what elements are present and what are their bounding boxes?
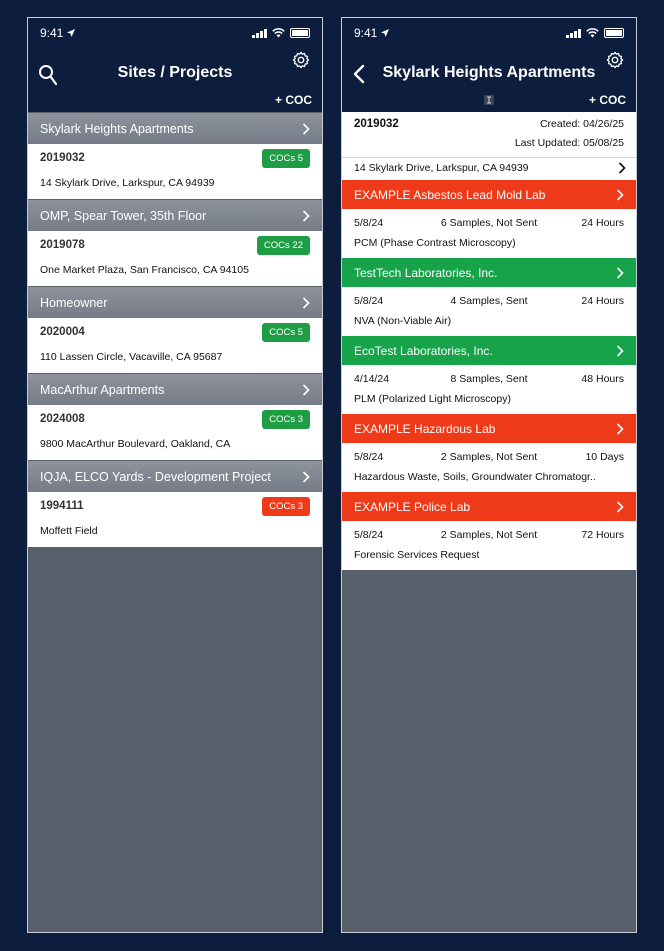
chevron-right-icon bbox=[616, 501, 624, 513]
coc-card[interactable] bbox=[342, 443, 636, 492]
coc-count-badge[interactable]: COCs 5 bbox=[262, 323, 310, 342]
coc-list bbox=[342, 180, 636, 570]
coc-card[interactable] bbox=[342, 209, 636, 258]
project-number: 2019032 bbox=[40, 152, 85, 164]
coc-method: Hazardous Waste, Soils, Groundwater Chromatogr.. bbox=[354, 471, 596, 483]
lab-header[interactable] bbox=[342, 414, 636, 443]
sites-projects-screen bbox=[27, 17, 323, 933]
project-detail-screen bbox=[341, 17, 637, 933]
lab-header[interactable] bbox=[342, 336, 636, 365]
site-card[interactable] bbox=[28, 144, 322, 199]
page-title: Sites / Projects bbox=[117, 64, 233, 81]
chevron-right-icon bbox=[616, 189, 624, 201]
coc-card[interactable] bbox=[342, 365, 636, 414]
site-header[interactable] bbox=[28, 199, 322, 231]
nav-bar bbox=[342, 48, 636, 112]
coc-samples-status: 8 Samples, Sent bbox=[450, 373, 528, 385]
project-number: 2019078 bbox=[40, 239, 85, 251]
wifi-icon bbox=[586, 28, 599, 38]
location-arrow-icon bbox=[67, 29, 75, 37]
site-header[interactable] bbox=[28, 460, 322, 492]
status-bar bbox=[28, 18, 322, 48]
add-coc-button[interactable]: + COC bbox=[274, 93, 312, 107]
coc-turnaround: 24 Hours bbox=[581, 217, 624, 229]
chevron-right-icon bbox=[616, 345, 624, 357]
coc-samples-status: 6 Samples, Not Sent bbox=[440, 217, 538, 229]
coc-samples-status: 4 Samples, Sent bbox=[450, 295, 528, 307]
coc-date: 5/8/24 bbox=[354, 529, 384, 541]
project-info-card bbox=[342, 112, 636, 180]
status-icons bbox=[566, 28, 624, 38]
coc-card[interactable] bbox=[342, 521, 636, 570]
coc-count-badge[interactable]: COCs 22 bbox=[257, 236, 310, 255]
battery-icon bbox=[604, 28, 624, 38]
coc-count-badge[interactable]: COCs 3 bbox=[262, 410, 310, 429]
site-name: Skylark Heights Apartments bbox=[40, 121, 194, 136]
site-address: 14 Skylark Drive, Larkspur, CA 94939 bbox=[40, 177, 215, 189]
site-address: Moffett Field bbox=[40, 525, 98, 537]
site-name: Homeowner bbox=[40, 295, 108, 310]
created-date: Created: 04/26/25 bbox=[539, 118, 624, 130]
coc-samples-status: 2 Samples, Not Sent bbox=[440, 451, 538, 463]
page-title: Skylark Heights Apartments bbox=[382, 64, 596, 81]
chevron-right-icon bbox=[302, 210, 310, 222]
project-address[interactable]: 14 Skylark Drive, Larkspur, CA 94939 bbox=[354, 162, 529, 174]
status-time: 9:41 bbox=[354, 26, 378, 40]
nav-bar bbox=[28, 48, 322, 112]
lab-name: EXAMPLE Hazardous Lab bbox=[354, 421, 496, 436]
lab-name: EXAMPLE Asbestos Lead Mold Lab bbox=[354, 187, 546, 202]
status-time: 9:41 bbox=[40, 26, 64, 40]
site-card[interactable] bbox=[28, 318, 322, 373]
lab-header[interactable] bbox=[342, 180, 636, 209]
chevron-right-icon bbox=[302, 123, 310, 135]
site-card[interactable] bbox=[28, 405, 322, 460]
location-arrow-icon bbox=[381, 29, 389, 37]
coc-method: Forensic Services Request bbox=[354, 549, 480, 561]
coc-count-badge[interactable]: COCs 3 bbox=[262, 497, 310, 516]
site-header[interactable] bbox=[28, 373, 322, 405]
lab-header[interactable] bbox=[342, 258, 636, 287]
site-name: OMP, Spear Tower, 35th Floor bbox=[40, 208, 207, 223]
coc-turnaround: 24 Hours bbox=[581, 295, 624, 307]
coc-turnaround: 72 Hours bbox=[581, 529, 624, 541]
coc-samples-status: 2 Samples, Not Sent bbox=[440, 529, 538, 541]
site-address: 9800 MacArthur Boulevard, Oakland, CA bbox=[40, 438, 231, 450]
site-address: 110 Lassen Circle, Vacaville, CA 95687 bbox=[40, 351, 223, 363]
coc-method: PCM (Phase Contrast Microscopy) bbox=[354, 237, 516, 249]
status-time-group bbox=[40, 26, 75, 40]
status-bar bbox=[342, 18, 636, 48]
coc-card[interactable] bbox=[342, 287, 636, 336]
coc-method: NVA (Non-Viable Air) bbox=[354, 315, 452, 327]
coc-date: 5/8/24 bbox=[354, 217, 384, 229]
coc-date: 4/14/24 bbox=[354, 373, 390, 385]
project-number: 1994111 bbox=[40, 500, 84, 512]
lab-name: EXAMPLE Police Lab bbox=[354, 499, 471, 514]
site-card[interactable] bbox=[28, 492, 322, 547]
divider bbox=[342, 157, 636, 158]
site-header[interactable] bbox=[28, 112, 322, 144]
chevron-right-icon bbox=[616, 267, 624, 279]
chevron-right-icon bbox=[616, 423, 624, 435]
lab-name: TestTech Laboratories, Inc. bbox=[354, 265, 498, 280]
cursor-icon bbox=[484, 95, 494, 105]
wifi-icon bbox=[272, 28, 285, 38]
site-card[interactable] bbox=[28, 231, 322, 286]
coc-method: PLM (Polarized Light Microscopy) bbox=[354, 393, 511, 405]
status-time-group bbox=[354, 26, 389, 40]
chevron-right-icon bbox=[302, 471, 310, 483]
site-address: One Market Plaza, San Francisco, CA 94105 bbox=[40, 264, 249, 276]
coc-date: 5/8/24 bbox=[354, 451, 384, 463]
lab-name: EcoTest Laboratories, Inc. bbox=[354, 343, 493, 358]
gear-icon[interactable] bbox=[606, 51, 624, 69]
cellular-signal-icon bbox=[566, 28, 581, 38]
site-name: MacArthur Apartments bbox=[40, 382, 165, 397]
lab-header[interactable] bbox=[342, 492, 636, 521]
project-number: 2024008 bbox=[40, 413, 85, 425]
chevron-right-icon bbox=[302, 297, 310, 309]
battery-icon bbox=[290, 28, 310, 38]
project-number: 2020004 bbox=[40, 326, 85, 338]
chevron-right-icon bbox=[302, 384, 310, 396]
add-coc-button[interactable]: + COC bbox=[588, 93, 626, 107]
coc-count-badge[interactable]: COCs 5 bbox=[262, 149, 310, 168]
status-icons bbox=[252, 28, 310, 38]
cellular-signal-icon bbox=[252, 28, 267, 38]
last-updated-date: Last Updated: 05/08/25 bbox=[514, 137, 624, 149]
coc-date: 5/8/24 bbox=[354, 295, 384, 307]
site-name: IQJA, ELCO Yards - Development Project bbox=[40, 469, 271, 484]
chevron-right-icon[interactable] bbox=[618, 162, 626, 174]
coc-turnaround: 48 Hours bbox=[581, 373, 624, 385]
coc-turnaround: 10 Days bbox=[585, 451, 624, 463]
gear-icon[interactable] bbox=[292, 51, 310, 69]
project-number: 2019032 bbox=[354, 118, 399, 130]
site-header[interactable] bbox=[28, 286, 322, 318]
site-list bbox=[28, 112, 322, 547]
